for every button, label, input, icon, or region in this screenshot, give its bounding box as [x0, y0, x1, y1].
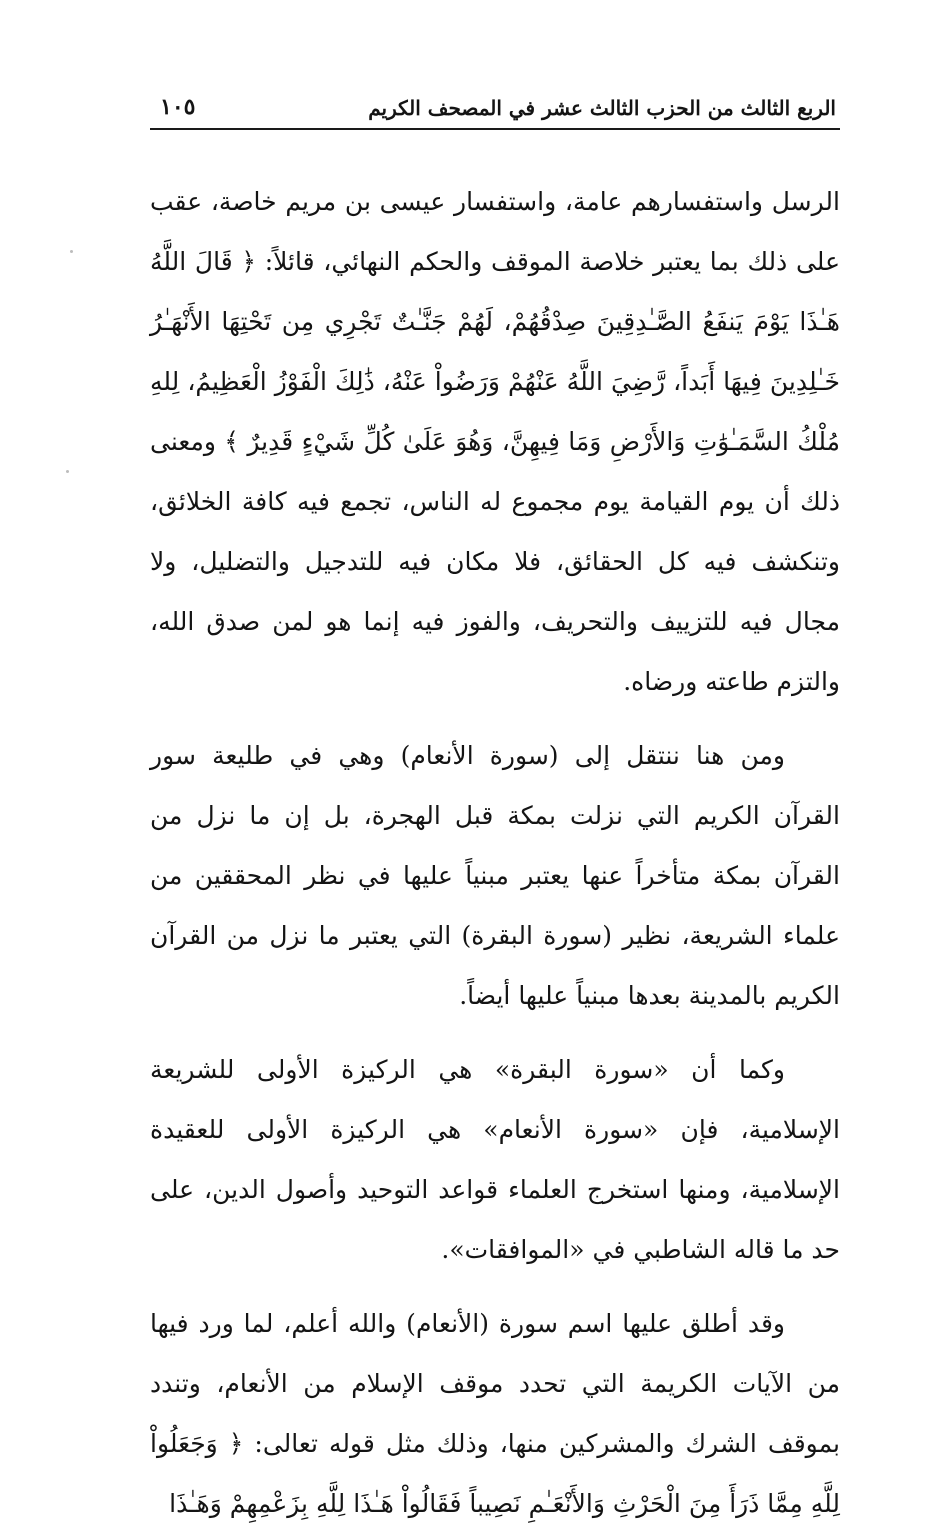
scan-speck [66, 470, 69, 473]
paragraph-4: وقد أطلق عليها اسم سورة (الأنعام) والله أعلم، لما ورد فيها من الآيات الكريمة التي تحدد موقف الإسلام من الأنعام، وتندد بموقف الشرك والمشركين منها، وذلك مثل قوله تعالى: ﴿ وَجَعَلُواْ لِلَّهِ مِمَّا ذَرَأَ مِنَ الْحَرْثِ وَالأَنْعَـٰمِ نَصِيباً فَقَالُواْ هَـٰذَا لِلَّهِ بِزَعْمِهِمْ وَهَـٰذَا [150, 1309, 840, 1518]
page-body [150, 172, 840, 1534]
paragraph-3: وكما أن «سورة البقرة» هي الركيزة الأولى للشريعة الإسلامية، فإن «سورة الأنعام» هي الركيزة الأولى للعقيدة الإسلامية، ومنها استخرج العلماء قواعد التوحيد وأصول الدين، على حد ما قاله الشاطبي في «الموافقات». [150, 1055, 840, 1264]
paragraph-2: ومن هنا ننتقل إلى (سورة الأنعام) وهي في طليعة سور القرآن الكريم التي نزلت بمكة قبل الهجرة، بل إن ما نزل من القرآن بمكة متأخراً عنها يعتبر مبنياً عليها في نظر المحققين من علماء الشريعة، نظير (سورة البقرة) التي يعتبر ما نزل من القرآن الكريم بالمدينة بعدها مبنياً عليها أيضاً. [150, 741, 840, 1010]
scan-speck [70, 250, 73, 253]
page-header [150, 80, 840, 130]
paragraph-1: الرسل واستفسارهم عامة، واستفسار عيسى بن مريم خاصة، عقب على ذلك بما يعتبر خلاصة الموقف والحكم النهائي، قائلاً: ﴿ قَالَ اللَّهُ هَـٰذَا يَوْمَ يَنفَعُ الصَّـٰدِقِينَ صِدْقُهُمْ، لَهُمْ جَنَّـٰتٌ تَجْرِي مِن تَحْتِهَا الأَنْهَـٰرُ خَـٰلِدِينَ فِيهَا أَبَداً، رَّضِيَ اللَّهُ عَنْهُمْ وَرَضُواْ عَنْهُ، ذَٰلِكَ الْفَوْزُ الْعَظِيمُ، لِلهِ مُلْكُ السَّمَـٰوَٰتِ وَالأَرْضِ وَمَا فِيهِنَّ، وَهُوَ عَلَىٰ كُلِّ شَيْءٍ قَدِيرٌ ﴾ ومعنى ذلك أن يوم القيامة يوم مجموع له الناس، تجمع فيه كافة الخلائق، وتنكشف فيه كل الحقائق، فلا مكان فيه للتدجيل والتضليل، ولا مجال فيه للتزييف والتحريف، والفوز فيه إنما هو لمن صدق الله، والتزم طاعته ورضاه. [150, 187, 840, 696]
running-title: الربع الثالث من الحزب الثالث عشر في المصحف الكريم [368, 96, 836, 120]
book-page [150, 80, 840, 1518]
page-number: ١٠٥ [160, 94, 196, 120]
